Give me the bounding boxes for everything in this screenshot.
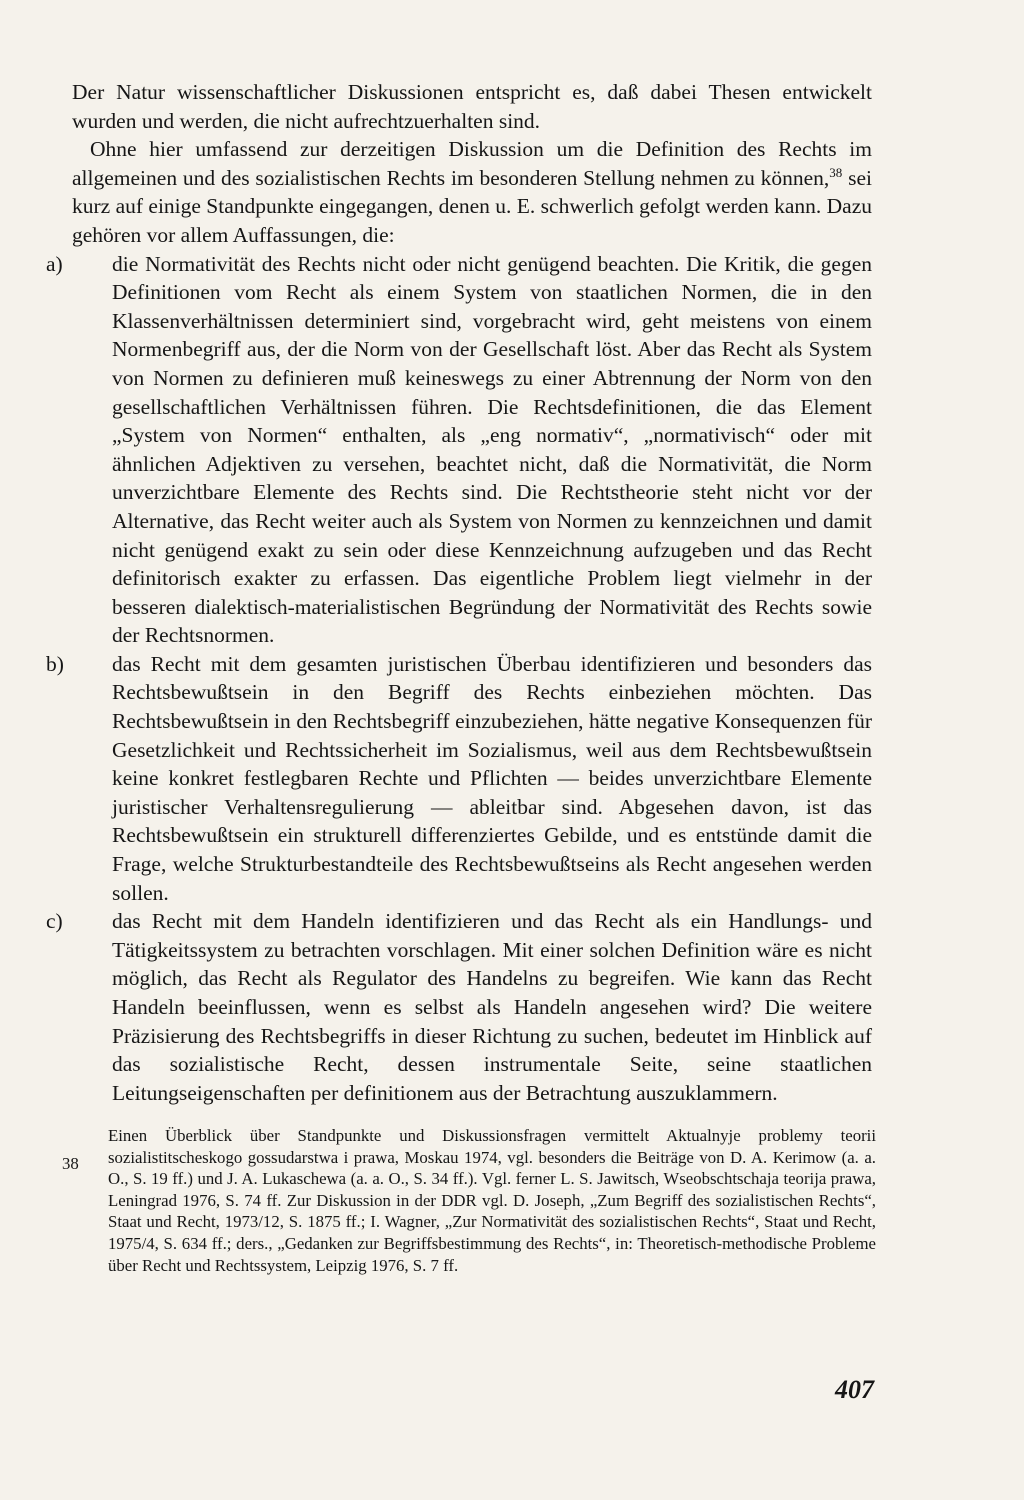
footnotes-section: [62, 1125, 876, 1276]
paragraph-2: [72, 135, 872, 249]
paragraph-2-text-b: sei kurz auf einige Standpunkte eingegangen, denen u. E. schwerlich gefolgt werden kann. Dazu gehören vor allem Auffassungen, die:: [72, 165, 872, 247]
page-number: 407: [835, 1375, 874, 1404]
list-text-a: die Normativität des Rechts nicht oder nicht genügend beachten. Die Kritik, die gegen Definitionen vom Recht als einem System von staatlichen Normen, die in den Klassenverhältnissen determiniert sind, vorgebracht wird, geht meistens von einem Normenbegriff aus, der die Norm von der Gesellschaft löst. Aber das Recht als System von Normen zu definieren muß keineswegs zu einer Abtrennung der Norm von den gesellschaftlichen Verhältnissen führen. Die Rechtsdefinitionen, die das Element „System von Normen“ enthalten, als „eng normativ“, „normativisch“ oder mit ähnlichen Adjektiven zu versehen, beachtet nicht, daß die Normativität, die Norm unverzichtbare Elemente des Rechts sind. Die Rechtstheorie steht nicht vor der Alternative, das Recht weiter auch als System von Normen zu kennzeichnen und damit nicht genügend exakt zu sein oder diese Kennzeichnung aufzugeben und das Recht definitorisch exakter zu erfassen. Das eigentliche Problem liegt vielmehr in der besseren dialektisch-materialistischen Begründung der Normativität des Rechts sowie der Rechtsnormen.: [112, 251, 872, 648]
enumerated-list: [46, 250, 872, 1108]
list-item-b: [46, 650, 872, 907]
footnote-38: [62, 1125, 876, 1276]
list-text-b: das Recht mit dem gesamten juristischen Überbau identifizieren und besonders das Rechtsbewußtsein in den Begriff des Rechts einbeziehen möchten. Das Rechtsbewußtsein in den Rechtsbegriff einzubeziehen, hätte negative Konsequenzen für Gesetzlichkeit und Rechtssicherheit im Sozialismus, weil aus dem Rechtsbewußtsein keine konkret festlegbaren Rechte und Pflichten — beides unverzichtbare Elemente juristischer Verhaltensregulierung — ableitbar sind. Abgesehen davon, ist das Rechtsbewußtsein ein strukturell differenziertes Gebilde, und es entstünde damit die Frage, welche Strukturbestandteile des Rechtsbewußtseins als Recht angesehen werden sollen.: [112, 651, 872, 905]
list-text-c: das Recht mit dem Handeln identifizieren und das Recht als ein Handlungs- und Tätigkeitssystem zu betrachten vorschlagen. Mit einer solchen Definition wäre es nicht möglich, das Recht als Regulator des Handelns zu begreifen. Wie kann das Recht Handeln beeinflussen, wenn es selbst als Handeln angesehen wird? Die weitere Präzisierung des Rechtsbegriffs in dieser Richtung zu suchen, bedeutet im Hinblick auf das sozialistische Recht, dessen instrumentale Seite, seine staatlichen Leitungseigenschaften per definitionem aus der Betrachtung auszuklammern.: [112, 909, 872, 1105]
body-text: [46, 78, 872, 1107]
paragraph-2-text-a: Ohne hier umfassend zur derzeitigen Diskussion um die Definition des Rechts im allgemeinen und des sozialistischen Rechts im besonderen Stellung nehmen zu können,: [72, 137, 872, 190]
list-label-b: b): [46, 651, 64, 676]
list-label-c: c): [46, 909, 63, 934]
footnote-text: Einen Überblick über Standpunkte und Diskussionsfragen vermittelt Aktualnyje problemy teorii sozialistitscheskogo gossudarstwa i prawa, Moskau 1974, vgl. besonders die Beiträge von D. A. Kerimow (a. a. O., S. 19 ff.) und J. A. Lukaschewa (a. a. O., S. 34 ff.). Vgl. ferner L. S. Jawitsch, Wseobschtschaja teorija prawa, Leningrad 1976, S. 74 ff. Zur Diskussion in der DDR vgl. D. Joseph, „Zum Begriff des sozialistischen Rechts“, Staat und Recht, 1973/12, S. 1875 ff.; I. Wagner, „Zur Normativität des sozialistischen Rechts“, Staat und Recht, 1975/4, S. 634 ff.; ders., „Gedanken zur Begriffsbestimmung des Rechts“, in: Theoretisch-methodische Probleme über Recht und Rechtssystem, Leipzig 1976, S. 7 ff.: [108, 1126, 876, 1275]
list-label-a: a): [46, 251, 63, 276]
paragraph-1: Der Natur wissenschaftlicher Diskussionen entspricht es, daß dabei Thesen entwickelt wurden und werden, die nicht aufrechtzuerhalten sind.: [72, 80, 872, 133]
list-item-c: [46, 907, 872, 1107]
list-item-a: [46, 250, 872, 650]
footnote-reference[interactable]: 38: [829, 164, 843, 180]
footnote-number: 38: [62, 1154, 79, 1173]
